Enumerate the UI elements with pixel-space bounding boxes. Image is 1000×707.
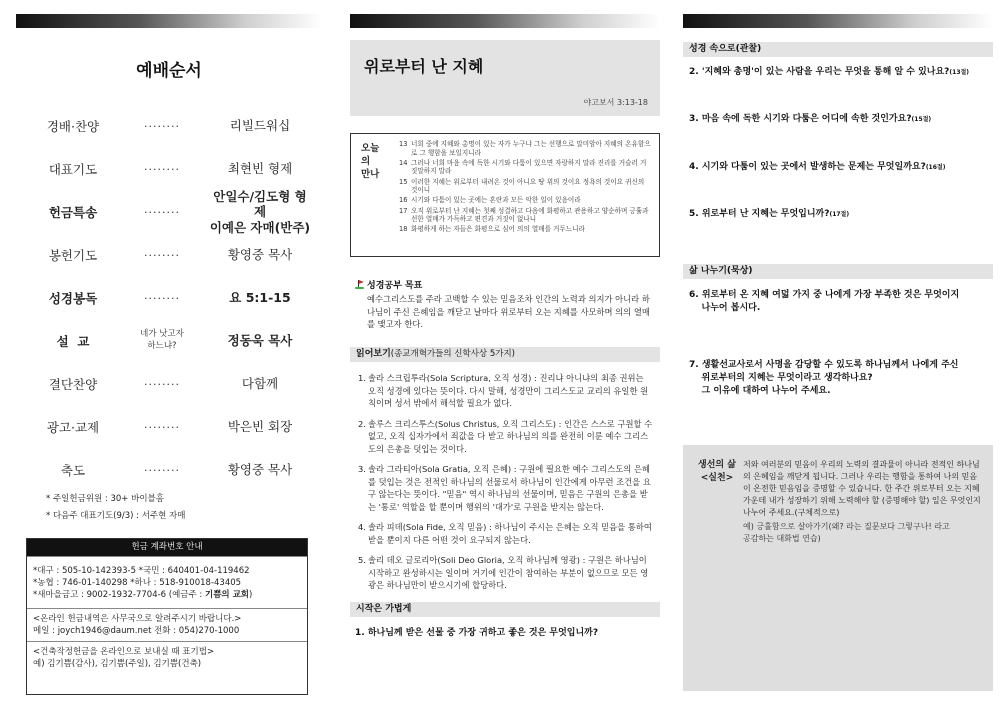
- online-contact: 메일 : joych1946@daum.net 전화 : 054)270-1000: [33, 626, 240, 636]
- order-item-person: 안일수/김도형 형제 이예은 자매(반주): [209, 188, 311, 235]
- verse-ref: (13절): [949, 69, 970, 76]
- order-item-divider: ········: [144, 162, 180, 176]
- verse-number: 13: [399, 140, 408, 148]
- account-line: *농협 : 746-01-140298 *하나 : 518-910018-43405: [33, 578, 242, 588]
- verse-text: 그러나 너희 마음 속에 독한 시기와 다툼이 있으면 자랑하지 말라 진리를 거슬러 거짓말하지 말라: [411, 158, 647, 176]
- order-row: [30, 407, 312, 447]
- application-box: [683, 445, 993, 691]
- order-item-name: 광고·교제: [46, 420, 100, 435]
- note-line: * 다음주 대표기도(9/3) : 서주현 자매: [46, 511, 186, 521]
- verse: [399, 207, 651, 224]
- note-line: * 주일헌금위원 : 30+ 바이블홈: [46, 494, 164, 504]
- reading-item: [358, 372, 654, 410]
- question-5: [689, 208, 849, 221]
- order-row: [30, 450, 312, 490]
- order-item-person: 정동욱 목사: [227, 333, 293, 349]
- order-item-divider: ········: [144, 463, 180, 477]
- order-item-person: 다함께: [241, 376, 279, 392]
- account-holder: 기쁨의 교회: [205, 590, 250, 600]
- reading-subtitle: (종교개혁가들의 신학사상 5가지): [390, 349, 515, 359]
- question-4: [689, 161, 945, 174]
- verse-text: 시기와 다툼이 있는 곳에는 혼란과 모든 악한 일이 있음이라: [411, 196, 581, 205]
- order-item-person: 박은빈 회장: [227, 419, 293, 435]
- reading-item: [358, 521, 654, 546]
- header-gradient-bar: [16, 14, 322, 28]
- reading-item-text: 솔라 그라티아(Sola Gratia, 오직 은혜) : 구원에 필요한 예수 그리스도의 은혜를 덧입는 것은 전적인 하나님의 선물로서 하나님이 인간에게 아무런 조건을 요구 않는다는 뜻이다. "믿음" 역시 하나님의 선물이며, 믿음은 구원의 은총을 받는 '통로' 역할을 할 뿐이며 행위의 '대가'로 구원을 받지는 않는다.: [368, 464, 651, 512]
- building-example: 예) 김기쁨(감사), 김기쁨(주일), 김기쁨(건축): [33, 659, 202, 669]
- golf-flag-icon: [355, 280, 364, 289]
- question-text: 5. 위로부터 난 지혜는 무엇입니까?: [689, 209, 830, 219]
- online-offering-info: [27, 608, 307, 641]
- share-heading: 삶 나누기(묵상): [683, 264, 993, 279]
- header-gradient-bar: [683, 14, 993, 28]
- order-item-person: 최현빈 형제: [227, 161, 293, 177]
- order-item-person: 리빌드워십: [229, 118, 291, 134]
- verse: [399, 225, 651, 234]
- reading-item-number: 3.: [358, 464, 366, 474]
- verse-number: 17: [399, 206, 408, 215]
- question-6: 6. 위로부터 온 지혜 여덟 가지 중 나에게 가장 부족한 것은 무엇이지 나누어 봅시다.: [689, 290, 960, 313]
- question-1: 1. 하나님께 받은 선물 중 가장 귀하고 좋은 것은 무엇입니까?: [355, 628, 599, 638]
- question-7: 7. 생활선교사로서 사명을 감당할 수 있도록 하나님께서 나에게 주신 위로부터의 지혜는 무엇이라고 생각하나요? 그 이유에 대하여 나누어 주세요.: [689, 360, 959, 396]
- verse: [399, 159, 651, 176]
- application-text: 저와 여러분의 믿음이 우리의 노력의 결과물이 아니라 전적인 하나님의 은혜임을 깨닫게 됩니다. 그러나 우리는 행함을 통하여 나의 믿음이 온전한 믿음임을 증명할 수 있습니다. 한 주간 위로부터 오는 지혜 가운데 내가 성장하기 위해 노력해야 할 (증명해야 할) 일은 무엇인지 나누어 주세요.(구체적으로): [743, 460, 981, 517]
- goal-title: 성경공부 목표: [367, 281, 423, 291]
- worship-order-title: 예배순서: [136, 61, 202, 81]
- goal-heading: [355, 278, 422, 291]
- reading-item-number: 5.: [358, 555, 366, 565]
- order-row: [30, 364, 312, 404]
- order-item-divider: ········: [144, 248, 180, 262]
- verse-number: 15: [399, 177, 408, 186]
- order-item-person: 황영중 목사: [227, 462, 293, 478]
- bible-study-panel: [333, 0, 667, 707]
- order-item-person: 요 5:1-15: [229, 290, 291, 306]
- goal-text: 예수그리스도를 주라 고백할 수 있는 믿음조차 인간의 노력과 의지가 아니라 하나님이 주신 은혜임을 깨닫고 날마다 위로부터 오는 지혜를 사모하며 의의 열매를 맺고자 한다.: [367, 294, 650, 329]
- account-header: 헌금 계좌번호 안내: [27, 539, 307, 556]
- reading-heading: [350, 347, 660, 362]
- notes: [46, 491, 185, 525]
- order-item-name: 헌금특송: [48, 205, 98, 220]
- reading-item: [358, 554, 654, 592]
- order-item-name: 경배·찬양: [46, 119, 100, 134]
- order-item-divider: ········: [144, 420, 180, 434]
- reading-item-number: 1.: [358, 373, 366, 383]
- reading-item-text: 솔라 피데(Sola Fide, 오직 믿음) : 하나님이 주시는 은혜는 오직 믿음을 통하여 받을 뿐이지 다른 어떤 것이 요구되지 않는다.: [368, 522, 652, 545]
- verse: [399, 196, 651, 205]
- online-title: <온라인 헌금내역은 사무국으로 알려주시기 바랍니다.>: [33, 614, 242, 624]
- order-row: [30, 106, 312, 146]
- todays-word-label: 오늘의 만나: [361, 143, 380, 180]
- order-row: [30, 188, 312, 235]
- verse: [399, 178, 651, 195]
- verse-number: 16: [399, 196, 408, 205]
- order-item-divider: ········: [144, 291, 180, 305]
- order-item-divider: ········: [144, 205, 180, 219]
- order-item-divider: 네가 낫고자 하느냐?: [140, 329, 184, 351]
- order-item-name: 축도: [60, 463, 86, 478]
- start-heading: 시작은 가볍게: [350, 602, 660, 617]
- verse-ref: (16절): [925, 164, 946, 171]
- question-text: 4. 시기와 다툼이 있는 곳에서 발생하는 문제는 무엇일까요?: [689, 162, 926, 172]
- verse-text: 오직 위로부터 난 지혜는 첫째 성결하고 다음에 화평하고 관용하고 양순하며 긍휼과 선한 열매가 가득하고 편견과 거짓이 없나니: [411, 206, 649, 224]
- order-row: [30, 235, 312, 275]
- building-title: <건축작정헌금을 온라인으로 보내실 때 표기법>: [33, 647, 215, 657]
- reading-item-text: 솔루스 크리스투스(Solus Christus, 오직 그리스도) : 인간은 스스로 구원할 수 없고, 오직 십자가에서 죄값을 다 받고 하나님의 의를 완전히 이룬 예수 그리스도의 은총을 덧입는 것이다.: [368, 418, 653, 454]
- question-3: [689, 113, 931, 126]
- reading-item-text: 솔라 스크립투라(Sola Scriptura, 오직 성경) : 진리냐 아니냐의 최종 권위는 오직 성경에 있다는 뜻이다. 다시 말해, 성경만이 그리스도교 교리의 유일한 원칙이며 성서 밖에서 해석할 필요가 없다.: [368, 373, 649, 408]
- verse: [399, 140, 651, 157]
- reading-item: [358, 418, 654, 456]
- verse-list: [399, 140, 651, 236]
- question-2: [689, 66, 969, 79]
- verse-ref: (15절): [911, 116, 932, 123]
- building-offering-info: [27, 641, 307, 674]
- account-numbers: [27, 556, 307, 608]
- discussion-panel: [667, 0, 1000, 707]
- application-label: 생선의 삶 <실천>: [698, 460, 736, 483]
- reading-title: 읽어보기: [356, 349, 391, 359]
- account-info-box: [26, 538, 308, 695]
- reading-item-number: 4.: [358, 522, 366, 532]
- reading-item-text: 솔리 데오 글로리아(Soli Deo Gloria, 오직 하나님께 영광) : 구원은 하나님이 시작하고 완성하시는 일이며 거기에 인간이 참여하는 부분이 없으므로 모든 영광은 하나님만이 받으시기에 합당하다.: [368, 555, 649, 590]
- account-line: *대구 : 505-10-142393-5 *국민 : 640401-04-119462: [33, 566, 250, 576]
- order-item-name: 봉헌기도: [48, 248, 98, 263]
- bible-heading: 성경 속으로(관찰): [683, 42, 993, 57]
- reading-list: [358, 372, 654, 600]
- order-item-divider: ········: [144, 377, 180, 391]
- question-text: 3. 마음 속에 독한 시기와 다툼은 어디에 속한 것인가요?: [689, 114, 912, 124]
- verse-text: 너희 중에 지혜와 총명이 있는 자가 누구냐 그는 선행으로 말미암아 지혜의 온유함으로 그 행함을 보일지니라: [411, 140, 651, 157]
- order-item-name: 대표기도: [48, 162, 98, 177]
- account-line: [33, 589, 301, 601]
- verse-number: 18: [399, 225, 408, 234]
- verse-number: 14: [399, 158, 408, 167]
- reading-item-number: 2.: [358, 418, 366, 429]
- order-item-name: 성경봉독: [48, 291, 98, 306]
- order-row: [30, 321, 312, 361]
- order-row: [30, 278, 312, 318]
- sermon-title: 위로부터 난 지혜: [364, 57, 484, 76]
- order-item-person: 황영중 목사: [227, 247, 293, 263]
- scripture-reference: 야고보서 3:13-18: [583, 98, 648, 107]
- sermon-title-box: [350, 40, 660, 116]
- verse-text: 이러한 지혜는 위로부터 내려온 것이 아니요 땅 위의 것이요 정욕의 것이요 귀신의 것이니: [411, 177, 645, 195]
- order-item-name: 결단찬양: [48, 377, 98, 392]
- order-item-divider: ········: [144, 119, 180, 133]
- todays-word-box: [350, 133, 660, 257]
- order-item-name: 설 교: [56, 334, 90, 349]
- reading-item: [358, 463, 654, 513]
- question-text: 2. '지혜와 총명'이 있는 사람을 우리는 무엇을 통해 알 수 있나요?: [689, 67, 950, 77]
- worship-order-panel: [0, 0, 333, 707]
- account-line-text: *새마을금고 : 9002-1932-7704-6 (예금주 : 기쁨의 교회): [33, 590, 253, 600]
- order-row: [30, 149, 312, 189]
- verse-text: 화평하게 하는 자들은 화평으로 심어 의의 열매를 거두느니라: [411, 225, 585, 234]
- header-gradient-bar: [350, 14, 660, 28]
- application-example: 예) 긍휼함으로 살아가기(왜? 라는 질문보다 그렇구나! 라고 공감하는 대화법 연습): [743, 522, 950, 543]
- verse-ref: (17절): [829, 211, 850, 218]
